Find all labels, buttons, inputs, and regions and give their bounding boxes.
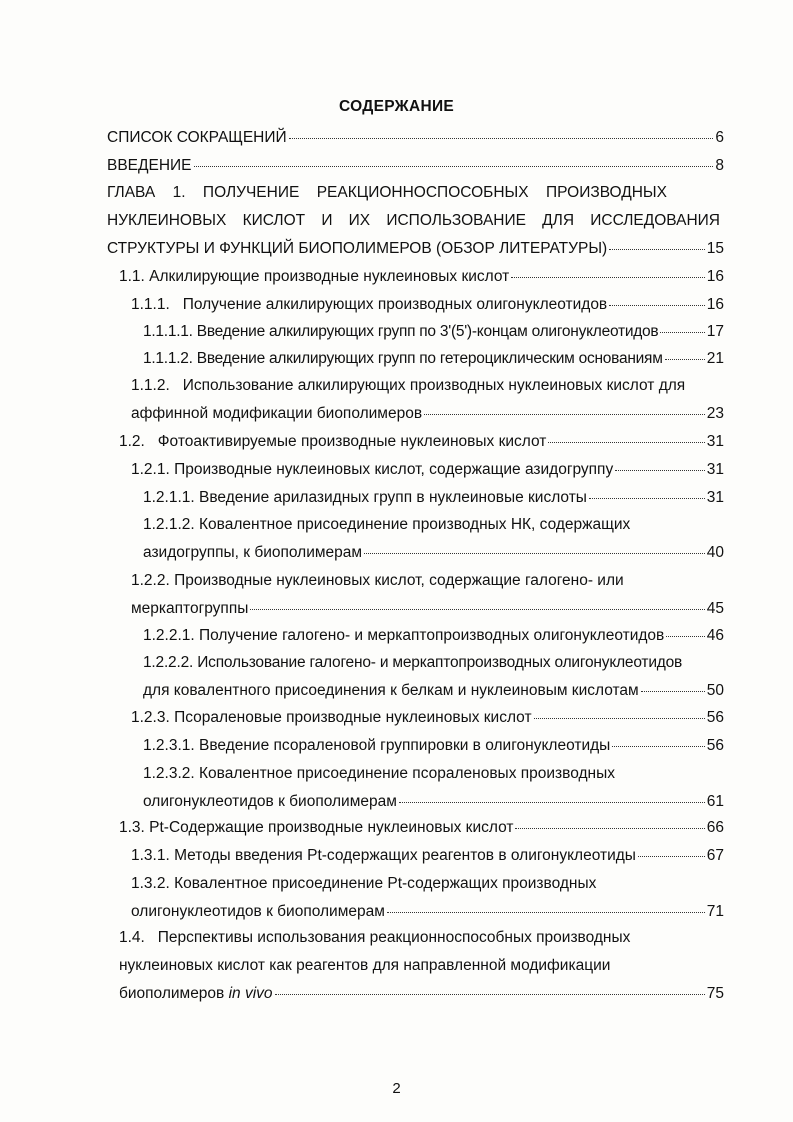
toc-entry-text: 1.3.2. Ковалентное присоединение Pt-содержащих производных [131, 875, 597, 892]
toc-entry-text: 1.1.2. Использование алкилирующих производных нуклеиновых кислот для [131, 377, 686, 394]
toc-entry[interactable] [107, 184, 724, 258]
toc-entry-text: аффинной модификации биополимеров [131, 405, 423, 422]
toc-entry[interactable] [143, 765, 724, 811]
toc-entry-page: 50 [706, 682, 724, 699]
toc-entry[interactable] [143, 737, 724, 755]
toc-entry-text: 1.2.2.1. Получение галогено- и меркаптопроизводных олигонуклеотидов [143, 627, 665, 644]
toc-entry-page: 45 [706, 600, 724, 617]
toc-entry-text: 1.2. Фотоактивируемые производные нуклеиновых кислот [119, 433, 547, 450]
toc-entry[interactable] [119, 268, 724, 286]
toc-entry[interactable] [131, 572, 724, 618]
toc-entry-page: 16 [706, 268, 724, 285]
toc-entry-text: биополимеров in vivo [119, 985, 273, 1002]
toc-entry-page: 17 [706, 323, 724, 340]
toc-entry-text: олигонуклеотидов к биополимерам [131, 903, 385, 920]
toc-entry[interactable] [131, 296, 724, 314]
toc-entry-text: 1.4. Перспективы использования реакционноспособных производных [119, 929, 631, 946]
toc-entry[interactable] [131, 461, 724, 479]
toc-entry-text: 1.3. Pt-Содержащие производные нуклеиновых кислот [119, 819, 514, 836]
page-number: 2 [392, 1080, 401, 1097]
toc-entry-text: для ковалентного присоединения к белкам и нуклеиновым кислотам [143, 682, 639, 699]
toc-entry-text: 1.2.1.2. Ковалентное присоединение производных НК, содержащих [143, 516, 631, 533]
toc-entry-text: СТРУКТУРЫ И ФУНКЦИЙ БИОПОЛИМЕРОВ (ОБЗОР ЛИТЕРАТУРЫ) [107, 240, 608, 257]
toc-entry-page: 46 [706, 627, 724, 644]
toc-entry[interactable] [131, 377, 724, 423]
toc-entry-page: 56 [706, 709, 724, 726]
toc-entry-text: азидогруппы, к биополимерам [143, 544, 363, 561]
toc-entry-text: нуклеиновых кислот как реагентов для направленной модификации [119, 957, 611, 974]
toc-entry-text: 1.2.1.1. Введение арилазидных групп в нуклеиновые кислоты [143, 489, 587, 506]
toc-entry[interactable] [119, 433, 724, 451]
toc-entry-page: 61 [706, 793, 724, 810]
toc-entry-text: ГЛАВА 1. ПОЛУЧЕНИЕ РЕАКЦИОННОСПОСОБНЫХ ПРОИЗВОДНЫХ [107, 184, 667, 201]
toc-entry-text: 1.2.1. Производные нуклеиновых кислот, содержащие азидогруппу [131, 461, 614, 478]
toc-entry-text: 1.1.1. Получение алкилирующих производных олигонуклеотидов [131, 296, 608, 313]
toc-entry-page: 16 [706, 296, 724, 313]
toc-entry-page: 71 [706, 903, 724, 920]
toc-entry[interactable] [119, 819, 724, 837]
toc-entry[interactable] [143, 654, 724, 700]
toc-entry-page: 8 [715, 157, 724, 174]
toc-entry-page: 56 [706, 737, 724, 754]
toc-entry-page: 6 [715, 129, 724, 146]
toc-entry[interactable] [143, 350, 724, 368]
toc-entry-text: 1.1. Алкилирующие производные нуклеиновых кислот [119, 268, 510, 285]
toc-entry-text: 1.1.1.2. Введение алкилирующих групп по гетероциклическим основаниям [143, 350, 663, 367]
toc-entry[interactable] [107, 129, 724, 147]
toc-entry-text: 1.2.3.1. Введение псораленовой группировки в олигонуклеотиды [143, 737, 611, 754]
toc-entry-text: меркаптогруппы [131, 600, 249, 617]
toc-entry[interactable] [143, 489, 724, 507]
toc-entry[interactable] [143, 627, 724, 645]
toc-entry-text: ВВЕДЕНИЕ [107, 157, 192, 174]
toc-entry-page: 15 [706, 240, 724, 257]
toc-entry-page: 31 [706, 433, 724, 450]
toc-entry-page: 67 [706, 847, 724, 864]
toc-entry-page: 31 [706, 461, 724, 478]
toc-entry[interactable] [107, 157, 724, 175]
toc-entry-text: 1.2.2. Производные нуклеиновых кислот, содержащие галогено- или [131, 572, 624, 589]
toc-entry-text: 1.2.3.2. Ковалентное присоединение псораленовых производных [143, 765, 615, 782]
toc-entry-page: 21 [706, 350, 724, 367]
toc-entry[interactable] [143, 323, 724, 341]
toc-entry-text: олигонуклеотидов к биополимерам [143, 793, 397, 810]
toc-entry-text: 1.1.1.1. Введение алкилирующих групп по 3'(5')-концам олигонуклеотидов [143, 323, 659, 340]
toc-entry-page: 75 [706, 985, 724, 1002]
toc-entry-page: 31 [706, 489, 724, 506]
toc-title: СОДЕРЖАНИЕ [338, 98, 455, 115]
toc-entry-text: СПИСОК СОКРАЩЕНИЙ [107, 129, 287, 146]
toc-entry-page: 23 [706, 405, 724, 422]
toc-entry-text: 1.3.1. Методы введения Pt-содержащих реагентов в олигонуклеотиды [131, 847, 636, 864]
toc-entry-text: 1.2.3. Псораленовые производные нуклеиновых кислот [131, 709, 532, 726]
toc-entry[interactable] [119, 929, 724, 1003]
toc-entry-text: НУКЛЕИНОВЫХ КИСЛОТ И ИХ ИСПОЛЬЗОВАНИЕ ДЛЯ ИССЛЕДОВАНИЯ [107, 212, 720, 229]
toc-entry-page: 66 [706, 819, 724, 836]
toc-entry[interactable] [131, 709, 724, 727]
toc-entry-text: 1.2.2.2. Использование галогено- и меркаптопроизводных олигонуклеотидов [143, 654, 683, 671]
toc-entry[interactable] [131, 875, 724, 921]
toc-entry[interactable] [143, 516, 724, 562]
toc-entry[interactable] [131, 847, 724, 865]
toc-entry-page: 40 [706, 544, 724, 561]
